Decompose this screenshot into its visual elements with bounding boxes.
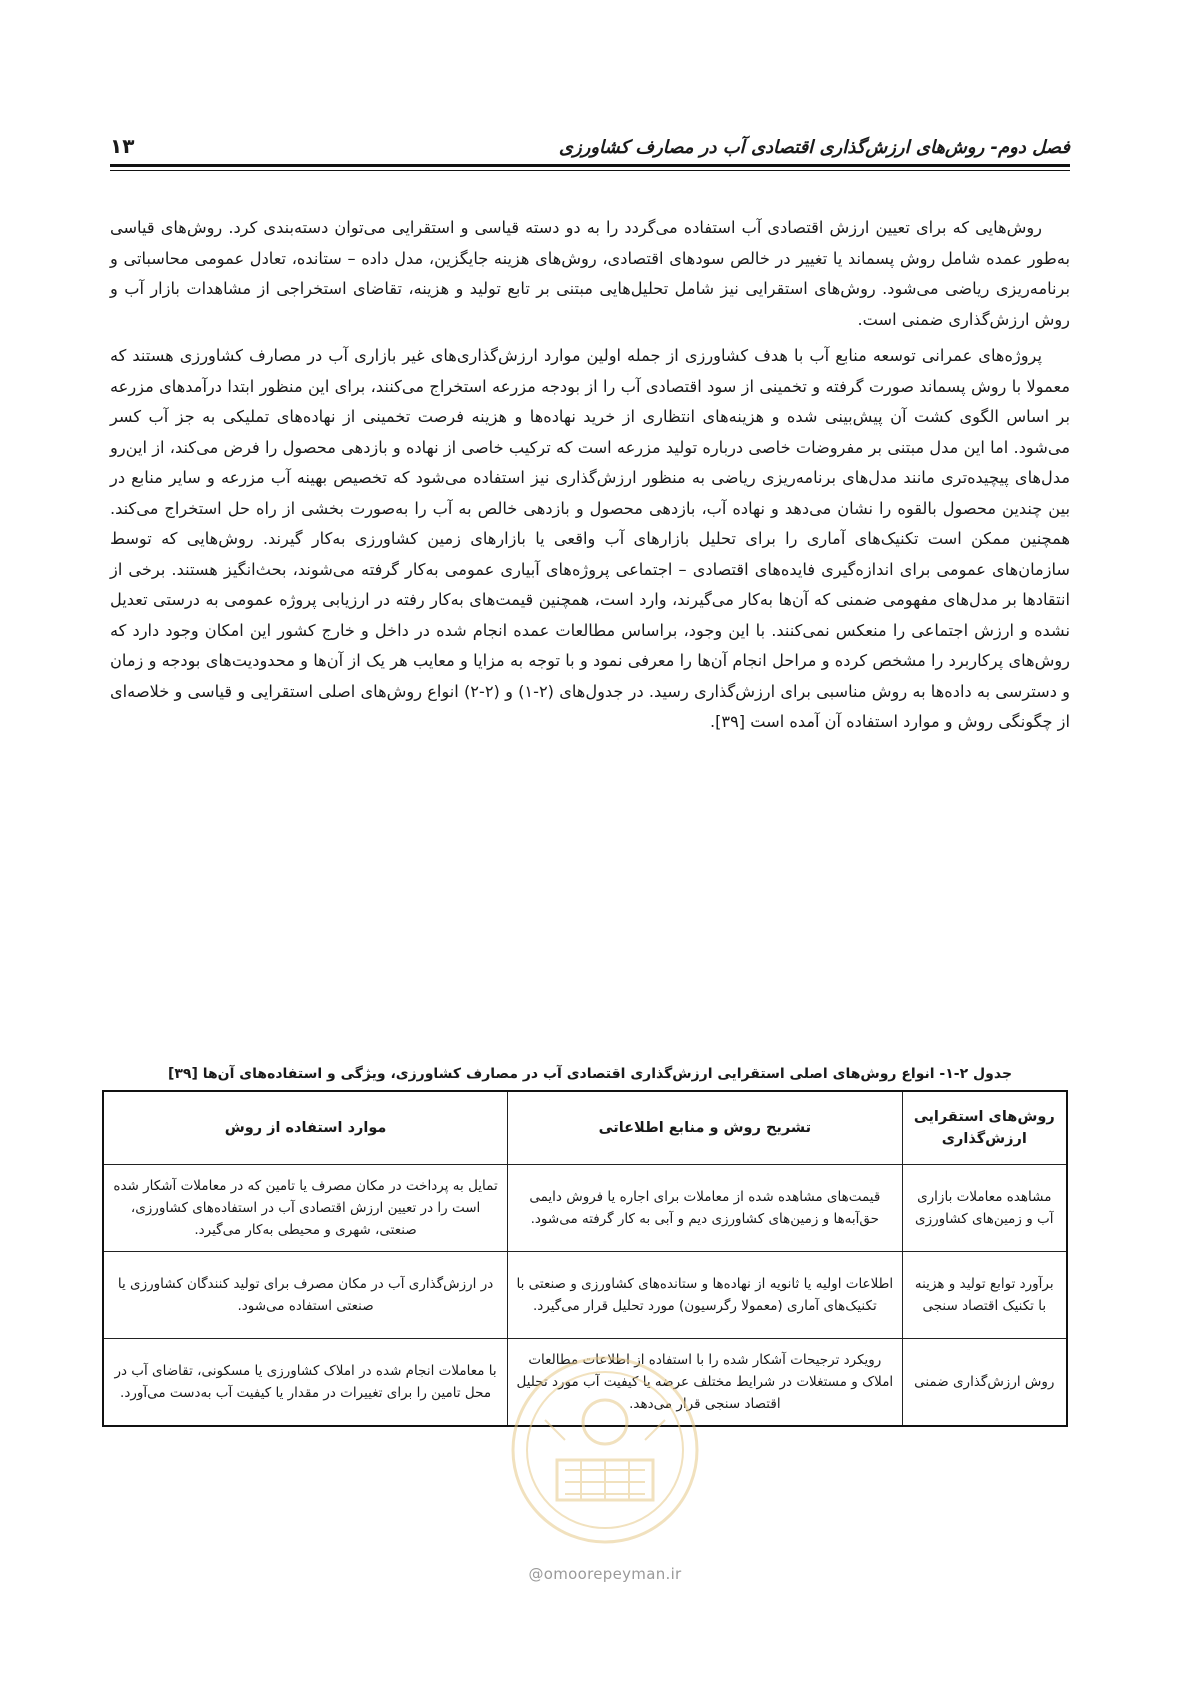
paragraph-2: پروژه‌های عمرانی توسعه منابع آب با هدف کشاورزی از جمله اولین موارد ارزش‌گذاری‌های غیر بازاری آب در مصارف کشاورزی هستند که معمولا با روش پسماند صورت گرفته و تخمینی از سود اقتصادی آب را از بودجه مزرعه استخراج می‌کنند، برای این منظور ابتدا درآمدهای مزرعه بر اساس الگوی کشت آن پیش‌بینی شده و هزینه‌های انتظاری از خرید نهاده‌ها و هزینه فرصت تخمینی از نهاده‌های تملیکی به جز آب کسر می‌شود. اما این مدل مبتنی بر مفروضات خاصی درباره تولید مزرعه است که ترکیب خاصی از نهاده و بازدهی محصول را فرض می‌کند، از این‌رو مدل‌های پیچیده‌تری مانند مدل‌های برنامه‌ریزی ریاضی به منظور ارزش‌گذاری نیز استفاده می‌شود که تخصیص بهینه آب مزرعه و سایر منابع در بین چندین محصول بالقوه را نشان می‌دهد و نهاده آب، بازدهی محصول و بازدهی خالص به آب را به‌صورت بخشی از راه حل استخراج می‌کند. همچنین ممکن است تکنیک‌های آماری را برای تحلیل بازارهای آب واقعی یا بازارهای زمین کشاورزی به‌کار گیرند. روش‌هایی که توسط سازمان‌های عمومی برای اندازه‌گیری فایده‌های اقتصادی – اجتماعی پروژه‌های آبیاری عمومی به‌کار گرفته می‌شوند، بحث‌انگیز هستند. برخی از انتقادها بر مدل‌های مفهومی ضمنی که آن‌ها به‌کار می‌گیرند، وارد است، همچنین قیمت‌های به‌کار رفته در ارزیابی پروژه عمومی به درستی تعدیل نشده و ارزش اجتماعی را منعکس نمی‌کنند. با این وجود، براساس مطالعات عمده انجام شده در داخل و خارج کشور این امکان وجود دارد که روش‌های پرکاربرد را مشخص کرده و مراحل انجام آن‌ها را معرفی نمود و با توجه به مزایا و معایب هر یک از آن‌ها و محدودیت‌های بودجه و زمان و دسترسی به داده‌ها به روش مناسبی برای ارزش‌گذاری رسید. در جدول‌های (۲-۱) و (۲-۲) انواع روش‌های اصلی استقرایی و قیاسی و خلاصه‌ای از چگونگی روش و موارد استفاده آن آمده است [۳۹]. xyxy=(110,346,1070,731)
header-method: روش‌های استقرایی ارزش‌گذاری xyxy=(902,1091,1067,1165)
cell-method: مشاهده معاملات بازاری آب و زمین‌های کشاورزی xyxy=(902,1165,1067,1252)
table-caption: جدول ۲-۱- انواع روش‌های اصلی استقرایی ارزش‌گذاری اقتصادی آب در مصارف کشاورزی، ویژگی و استفاده‌های آن‌ها [۳۹] xyxy=(167,1066,1013,1082)
header-rule-thin xyxy=(110,170,1070,171)
table-header-row xyxy=(103,1091,1067,1165)
header-uses: موارد استفاده از روش xyxy=(103,1091,508,1165)
header-description: تشریح روش و منابع اطلاعاتی xyxy=(508,1091,902,1165)
cell-uses: تمایل به پرداخت در مکان مصرف یا تامین که در معاملات آشکار شده است را در تعیین ارزش اقتصادی آب در استفاده‌های کشاورزی، صنعتی، شهری و محیطی به‌کار می‌گیرد. xyxy=(103,1165,508,1252)
paragraph-1: روش‌هایی که برای تعیین ارزش اقتصادی آب استفاده می‌گردد را به دو دسته قیاسی و استقرایی می‌توان دسته‌بندی کرد. روش‌های قیاسی به‌طور عمده شامل روش پسماند یا تغییر در خالص سودهای اقتصادی، روش‌های هزینه جایگزین، مدل داده – ستانده، تعادل عمومی محاسباتی و برنامه‌ریزی ریاضی می‌شود. روش‌های استقرایی نیز شامل تحلیل‌هایی مبتنی بر تابع تولید و هزینه، تقاضای استخراجی از مشاهدات بازار آب و روش ارزش‌گذاری ضمنی است. xyxy=(110,218,1070,329)
table-row xyxy=(103,1252,1067,1339)
cell-uses: در ارزش‌گذاری آب در مکان مصرف برای تولید کنندگان کشاورزی یا صنعتی استفاده می‌شود. xyxy=(103,1252,508,1339)
table-row xyxy=(103,1339,1067,1427)
methods-table xyxy=(102,1090,1068,1427)
table-row xyxy=(103,1165,1067,1252)
cell-description: رویکرد ترجیحات آشکار شده را با استفاده از اطلاعات مطالعات املاک و مستغلات در شرایط مختلف عرضه یا کیفیت آب مورد تحلیل اقتصاد سنجی قرار می‌دهد. xyxy=(508,1339,902,1427)
cell-description: قیمت‌های مشاهده شده از معاملات برای اجاره یا فروش دایمی حق‌آبه‌ها و زمین‌های کشاورزی دیم و آبی به کار گرفته می‌شود. xyxy=(508,1165,902,1252)
page-number: ۱۳ xyxy=(110,134,135,158)
cell-description: اطلاعات اولیه یا ثانویه از نهاده‌ها و ستانده‌های کشاورزی و صنعتی با تکنیک‌های آماری (معمولا رگرسیون) مورد تحلیل قرار می‌گیرد. xyxy=(508,1252,902,1339)
chapter-title: فصل دوم- روش‌های ارزش‌گذاری اقتصادی آب در مصارف کشاورزی xyxy=(558,137,1070,158)
page-header xyxy=(110,128,1070,158)
cell-uses: با معاملات انجام شده در املاک کشاورزی یا مسکونی، تقاضای آب در محل تامین را برای تغییرات در مقدار یا کیفیت آب به‌دست می‌آورد. xyxy=(103,1339,508,1427)
watermark-url: @omoorepeyman.ir xyxy=(528,1565,682,1583)
body-text xyxy=(110,213,1070,738)
cell-method: برآورد توابع تولید و هزینه با تکنیک اقتصاد سنجی xyxy=(902,1252,1067,1339)
cell-method: روش ارزش‌گذاری ضمنی xyxy=(902,1339,1067,1427)
header-rule-thick xyxy=(110,164,1070,167)
